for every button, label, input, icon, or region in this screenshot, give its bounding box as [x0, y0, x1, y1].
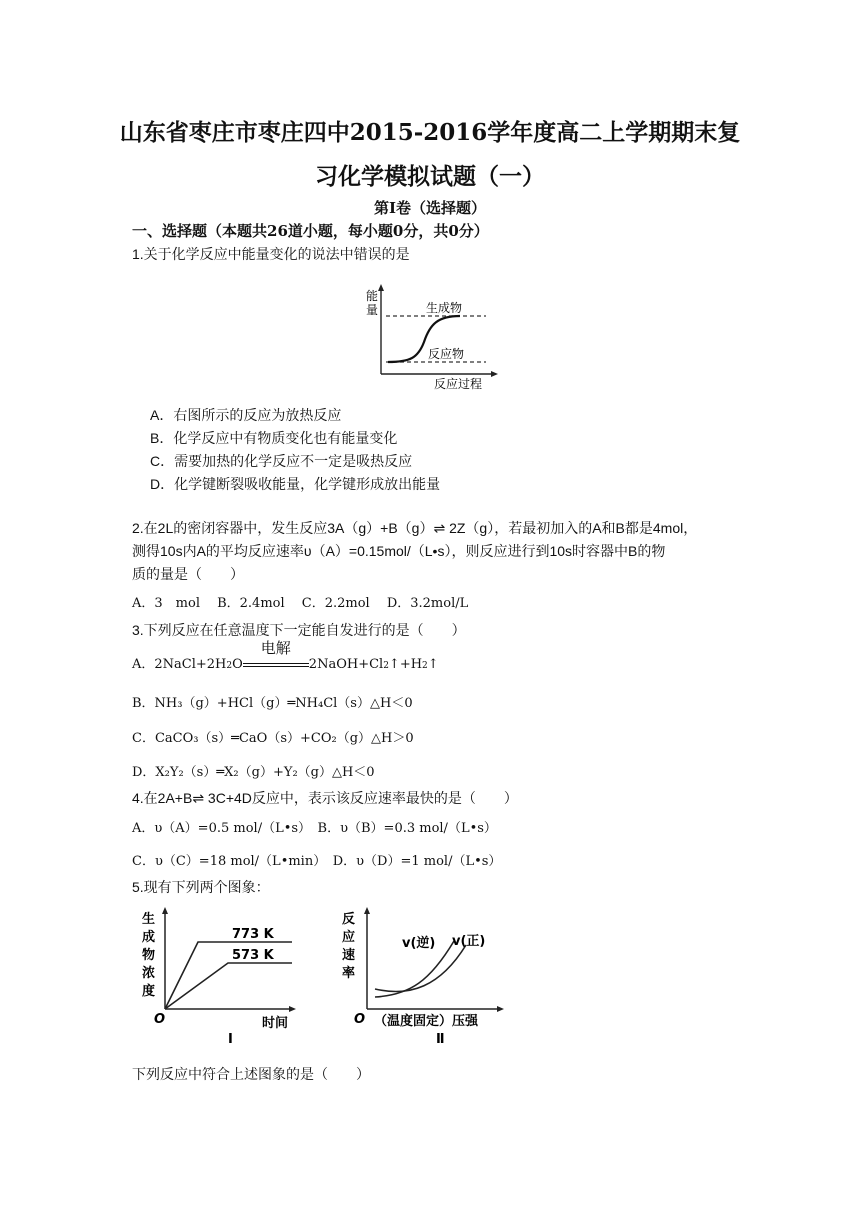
q3-option-d: D．X₂Y₂（s）═X₂（g）+Y₂（g）△H＜0 [132, 765, 375, 780]
q1-option-d: D．化学键断裂吸收能量，化学键形成放出能量 [150, 476, 441, 492]
fig2-ylabel-3: 速 [342, 948, 356, 963]
q1-stem: 1.关于化学反应中能量变化的说法中错误的是 [132, 246, 410, 262]
q4-line-1: A．υ（A）=0.5 mol/（L•s） B．υ（B）=0.3 mol/（L•s） [132, 821, 497, 836]
q3-option-b: B．NH₃（g）+HCl（g）═NH₄Cl（s）△H＜0 [132, 696, 413, 711]
fig1-ylabel-2: 成 [142, 930, 156, 945]
title-line-2: 习化学模拟试题（一） [315, 163, 545, 190]
q2-options: A．3 mol B．2.4mol C．2.2mol D．3.2mol/L [132, 596, 469, 611]
q1-option-c: C．需要加热的化学反应不一定是吸热反应 [150, 453, 413, 469]
q5-stem: 5.现有下列两个图象： [132, 879, 270, 895]
fig2-origin: O [354, 1012, 366, 1027]
energy-label-1: 能 [366, 289, 379, 303]
q1-energy-diagram [362, 282, 502, 394]
title-line-1: 山东省枣庄市枣庄四中2015-2016学年度高二上学期期末复 [119, 119, 741, 146]
q4-line-2: C．υ（C）=18 mol/（L•min） D．υ（D）=1 mol/（L•s） [132, 854, 502, 869]
fig1-xlabel: 时间 [262, 1016, 289, 1031]
fig1-ylabel-3: 物 [142, 948, 156, 963]
fig2-reverse-rate-label: v(逆) [402, 936, 436, 951]
q5-follow: 下列反应中符合上述图象的是（ ） [132, 1066, 370, 1082]
electrolysis-label: 电解 [260, 639, 291, 657]
q4-stem: 4.在2A+B⇌ 3C+4D反应中，表示该反应速率最快的是（ ） [132, 790, 518, 806]
q3-a-post: 2NaOH+Cl [308, 657, 384, 672]
q3-a-pre: A．2NaCl+2H [132, 657, 227, 672]
fig2-xlabel: （温度固定）压强 [374, 1014, 479, 1029]
fig1-caption: Ⅰ [228, 1032, 233, 1045]
q3-option-c: C．CaCO₃（s）═CaO（s）+CO₂（g）△H＞0 [132, 731, 414, 746]
fig1-origin: O [154, 1012, 166, 1027]
volume-heading: 第Ⅰ卷（选择题） [373, 199, 487, 217]
q2-line-1: 2.在2L的密闭容器中，发生反应3A（g）+B（g）⇌ 2Z（g），若最初加入的A和B都是4mol， [132, 520, 698, 536]
fig1-ylabel-4: 浓 [142, 966, 156, 981]
reaction-process-label: 反应过程 [434, 377, 483, 391]
q1-option-a: A．右图所示的反应为放热反应 [150, 407, 342, 423]
fig1-ylabel-5: 度 [142, 984, 156, 999]
q5-figure-2 [340, 905, 510, 1045]
section-heading: 一、选择题（本题共26道小题，每小题0分，共0分） [132, 222, 489, 240]
q2-line-3: 质的量是（ ） [132, 566, 244, 582]
q1-option-b: B．化学反应中有物质变化也有能量变化 [150, 430, 398, 446]
fig2-ylabel-1: 反 [342, 912, 356, 927]
fig1-573k-label: 573 K [232, 948, 274, 963]
fig1-773k-label: 773 K [232, 927, 274, 942]
energy-label-2: 量 [366, 303, 379, 317]
fig2-forward-rate-label: v(正) [452, 934, 486, 949]
fig2-caption: Ⅱ [436, 1032, 445, 1045]
q5-figure-1 [140, 905, 310, 1045]
q3-stem: 3.下列反应在任意温度下一定能自发进行的是（ ） [132, 622, 466, 638]
reactant-label: 反应物 [428, 347, 465, 361]
product-label: 生成物 [426, 301, 463, 315]
fig2-ylabel-4: 率 [342, 966, 356, 981]
q2-line-2: 测得10s内A的平均反应速率υ（A）=0.15mol/（L•s），则反应进行到10s时容器中B的物 [132, 543, 666, 559]
q3-option-a: A．2NaCl+2H2O 电解 2NaOH+Cl2↑+H2↑ [132, 639, 439, 672]
fig1-ylabel-1: 生 [142, 912, 156, 927]
fig2-ylabel-2: 应 [342, 930, 356, 945]
